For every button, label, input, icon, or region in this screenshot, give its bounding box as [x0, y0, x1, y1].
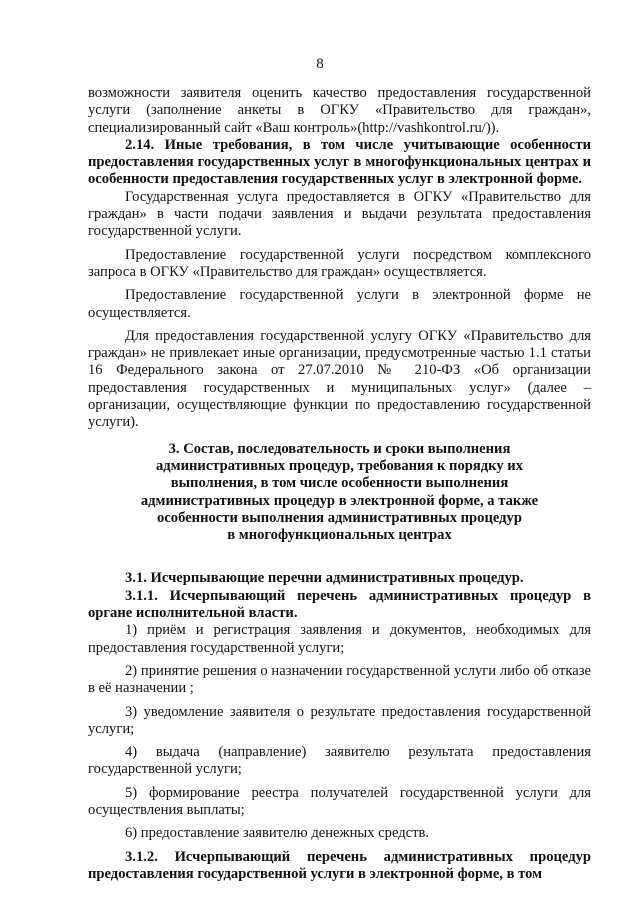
section-heading-line: в многофункциональных центрах: [227, 527, 452, 544]
page-number: 8: [316, 56, 324, 72]
section-heading-line: 3. Состав, последовательность и сроки выполнения: [168, 440, 511, 457]
list-item: 3) уведомление заявителя о результате предоставления государственной услуги;: [88, 703, 591, 737]
paragraph-2-14-heading: 2.14. Иные требования, в том числе учитывающие особенности предоставления государственных услуг в многофункциональных центрах и особенности предоставления государственных услуг в электронной форме.: [88, 136, 591, 188]
section-heading-line: административных процедур в электронной форме, а также: [140, 492, 539, 509]
section-3-heading: [88, 441, 591, 545]
list-item: 6) предоставление заявителю денежных средств.: [125, 825, 430, 842]
paragraph: Предоставление государственной услуги в электронной форме не осуществляется.: [88, 287, 591, 321]
section-heading-line: административных процедур, требования к порядку их: [155, 457, 524, 474]
list-item: 2) принятие решения о назначении государственной услуги либо об отказе в её назначении ;: [88, 662, 591, 697]
paragraph: Для предоставления государственной услугу ОГКУ «Правительство для граждан» не привлекает иные организации, предусмотренные частью 1.1 статьи 16 Федерального закона от 27.07.2010 № 210-ФЗ «Об организации предоставления государственных и муниципальных услуг» (далее – организации, осуществляющие функции по предоставлению государственной услуги).: [88, 327, 591, 431]
subsection-3-1-1: 3.1.1. Исчерпывающий перечень административных процедур в органе исполнительной власти.: [88, 587, 591, 622]
document-body: [88, 85, 591, 883]
section-heading-line: особенности выполнения административных процедур: [157, 509, 522, 526]
paragraph-continuation: возможности заявителя оценить качество предоставления государственной услуги (заполнение анкеты в ОГКУ «Правительство для граждан», специализированный сайт «Ваш контроль»(http://vashkontrol.ru/)).: [88, 85, 591, 136]
list-item: 4) выдача (направление) заявителю результата предоставления государственной услуги;: [88, 744, 591, 778]
list-item: 5) формирование реестра получателей государственной услуги для осуществления выплаты;: [88, 784, 591, 818]
subsection-3-1: 3.1. Исчерпывающие перечни административных процедур.: [125, 570, 524, 587]
paragraph: Предоставление государственной услуги посредством комплексного запроса в ОГКУ «Правительство для граждан» осуществляется.: [88, 246, 591, 280]
paragraph: Государственная услуга предоставляется в ОГКУ «Правительство для граждан» в части подачи заявления и выдачи результата предоставления государственной услуги.: [88, 188, 591, 240]
subsection-3-1-2: 3.1.2. Исчерпывающий перечень административных процедур предоставления государственной услуги в электронной форме, в том: [88, 848, 591, 882]
section-heading-line: выполнения, в том числе особенности выполнения: [170, 475, 509, 492]
list-item: 1) приём и регистрация заявления и документов, необходимых для предоставления государственной услуги;: [88, 622, 591, 656]
